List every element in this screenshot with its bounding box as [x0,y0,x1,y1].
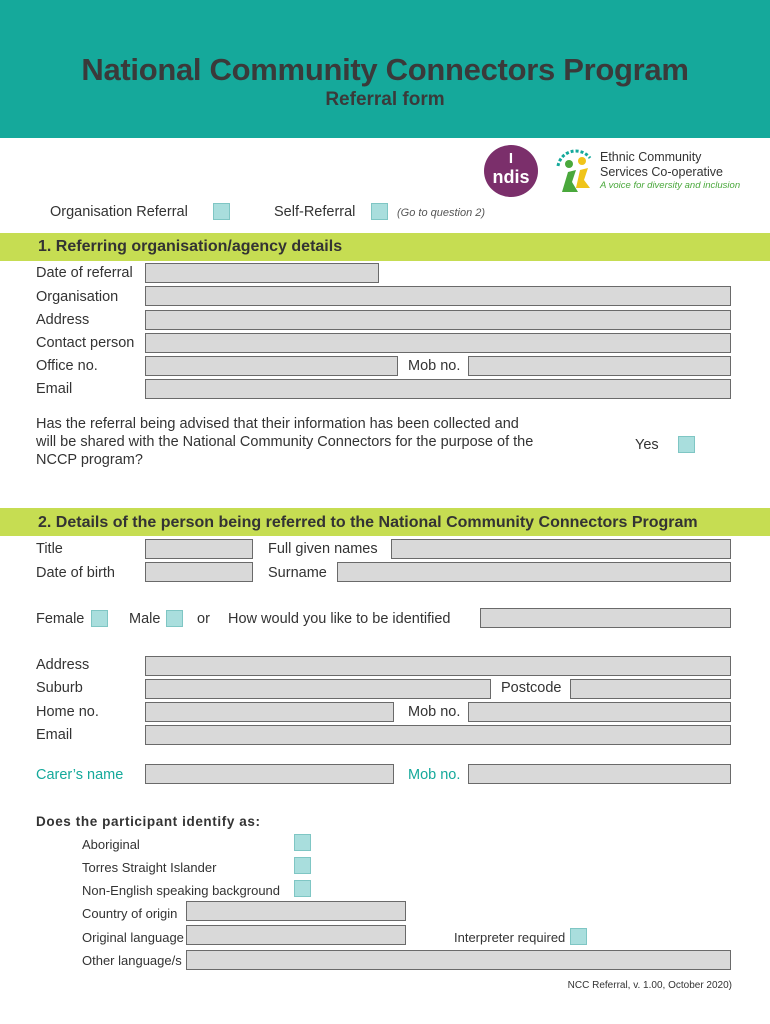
title-field[interactable] [145,539,253,559]
person-email-field[interactable] [145,725,731,745]
home-no-field[interactable] [145,702,394,722]
date-of-birth-field[interactable] [145,562,253,582]
page-title: National Community Connectors Program [81,52,689,87]
person-mob-no-field[interactable] [468,702,731,722]
org-mob-no-label: Mob no. [408,358,461,374]
org-mob-no-field[interactable] [468,356,731,376]
surname-field[interactable] [337,562,731,582]
suburb-label: Suburb [36,680,83,696]
self-referral-checkbox[interactable] [371,203,388,220]
male-checkbox[interactable] [166,610,183,627]
nesb-checkbox[interactable] [294,880,311,897]
other-languages-label: Other language/s [82,953,182,968]
carer-mob-no-label: Mob no. [408,767,461,783]
self-referral-label: Self-Referral [274,204,356,220]
country-of-origin-label: Country of origin [82,906,178,921]
suburb-field[interactable] [145,679,491,699]
or-label: or [197,611,210,627]
carers-name-field[interactable] [145,764,394,784]
original-language-label: Original language [82,930,184,945]
contact-person-field[interactable] [145,333,731,353]
identify-question: Does the participant identify as: [36,814,261,829]
person-address-field[interactable] [145,656,731,676]
organisation-referral-checkbox[interactable] [213,203,230,220]
page-subtitle: Referral form [325,89,445,110]
full-given-names-field[interactable] [391,539,731,559]
full-given-names-label: Full given names [268,541,378,557]
person-address-label: Address [36,657,90,673]
organisation-label: Organisation [36,289,119,305]
office-no-field[interactable] [145,356,398,376]
nesb-label: Non-English speaking background [82,883,281,898]
self-referral-hint: (Go to question 2) [397,207,486,219]
torres-checkbox[interactable] [294,857,311,874]
contact-person-label: Contact person [36,335,135,351]
consent-yes-checkbox[interactable] [678,436,695,453]
date-of-referral-field[interactable] [145,263,379,283]
date-of-referral-label: Date of referral [36,265,133,281]
section1-heading: 1. Referring organisation/agency details [38,238,343,255]
ecsc-logo-icon [552,148,598,196]
person-mob-no-label: Mob no. [408,704,461,720]
other-languages-field[interactable] [186,950,731,970]
section2-heading: 2. Details of the person being referred to the National Community Connectors Program [38,514,698,531]
aboriginal-checkbox[interactable] [294,834,311,851]
address-label: Address [36,312,90,328]
ndis-logo [484,145,538,197]
postcode-label: Postcode [501,680,562,696]
interpreter-label: Interpreter required [454,930,566,945]
postcode-field[interactable] [570,679,731,699]
torres-label: Torres Straight Islander [82,860,217,875]
organisation-field[interactable] [145,286,731,306]
consent-question-line1: Has the referral being advised that their information has been collected and [36,416,519,432]
interpreter-checkbox[interactable] [570,928,587,945]
consent-question-line2: will be shared with the National Community Connectors for the purpose of the [36,434,534,450]
home-no-label: Home no. [36,704,99,720]
address-field[interactable] [145,310,731,330]
consent-question-line3: NCCP program? [36,452,143,468]
female-label: Female [36,611,85,627]
ecsc-name-line1: Ethnic Community [600,150,702,164]
org-email-label: Email [36,381,73,397]
ecsc-name-line2: Services Co-operative [600,165,723,179]
original-language-field[interactable] [186,925,406,945]
ndis-logo-text: ndis [492,167,530,187]
title-label: Title [36,541,63,557]
office-no-label: Office no. [36,358,98,374]
organisation-referral-label: Organisation Referral [50,204,188,220]
carer-mob-no-field[interactable] [468,764,731,784]
surname-label: Surname [268,565,327,581]
org-email-field[interactable] [145,379,731,399]
ecsc-tagline: A voice for diversity and inclusion [600,180,741,191]
consent-yes-label: Yes [635,437,659,453]
identified-label: How would you like to be identified [228,611,451,627]
person-email-label: Email [36,727,73,743]
aboriginal-label: Aboriginal [82,837,140,852]
footer-version: NCC Referral, v. 1.00, October 2020) [567,980,732,991]
male-label: Male [129,611,161,627]
country-of-origin-field[interactable] [186,901,406,921]
identified-field[interactable] [480,608,731,628]
female-checkbox[interactable] [91,610,108,627]
ndis-logo-heart-text: I [508,150,514,167]
date-of-birth-label: Date of birth [36,565,115,581]
carers-name-label: Carer’s name [36,767,124,783]
